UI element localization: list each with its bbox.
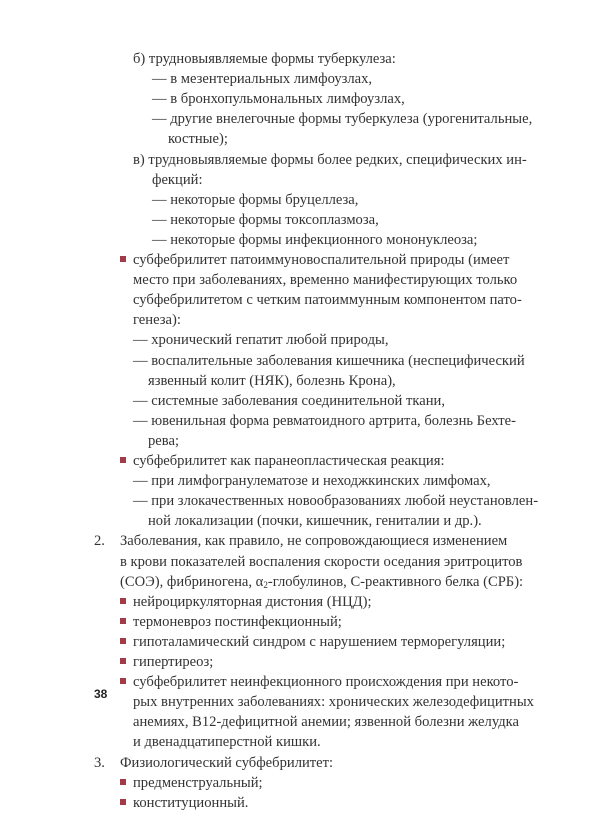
text-line: место при заболеваниях, временно манифестирующих только	[133, 272, 518, 289]
square-bullet-icon	[120, 256, 126, 262]
dash-line: — некоторые формы инфекционного мононуклеоза;	[152, 231, 478, 248]
dash-line: — некоторые формы токсоплазмоза,	[152, 211, 379, 228]
page-number: 38	[94, 687, 108, 701]
square-bullet-icon	[120, 799, 126, 805]
numbered-item: Заболевания, как правило, не сопровождающиеся изменением	[120, 533, 508, 550]
text-line: субфебрилитетом с четким патоиммунным компонентом пато-	[133, 292, 522, 309]
bullet-item: термоневроз постинфекционный;	[133, 613, 342, 630]
sub-item-v: в) трудновыявляемые формы более редких, специфических ин-	[133, 151, 527, 168]
text-line: в крови показателей воспаления скорости оседания эритроцитов	[120, 553, 523, 570]
dash-line: — некоторые формы бруцеллеза,	[152, 191, 359, 208]
dash-line: — воспалительные заболевания кишечника (неспецифический	[133, 352, 525, 369]
text-line: костные);	[168, 131, 228, 148]
square-bullet-icon	[120, 779, 126, 785]
dash-line: — ювенильная форма ревматоидного артрита, болезнь Бехте-	[133, 412, 516, 429]
dash-line: — другие внелегочные формы туберкулеза (урогенитальные,	[152, 111, 533, 128]
bullet-item: конституционный.	[133, 794, 249, 811]
text-line: фекций:	[152, 171, 203, 188]
text-line: рых внутренних заболеваниях: хронических железодефицитных	[133, 694, 534, 711]
bullet-item: гипоталамический синдром с нарушением терморегуляции;	[133, 633, 506, 650]
square-bullet-icon	[120, 457, 126, 463]
bullet-item: субфебрилитет патоиммуновоспалительной природы (имеет	[133, 252, 510, 268]
bullet-item: предменструальный;	[133, 774, 263, 791]
list-number: 3.	[94, 754, 105, 771]
text-line: генеза):	[133, 312, 181, 329]
dash-line: — при злокачественных новообразованиях любой неустановлен-	[133, 493, 539, 510]
text-line: язвенный колит (НЯК), болезнь Крона),	[148, 372, 396, 389]
dash-line: — хронический гепатит любой природы,	[133, 332, 389, 349]
bullet-item: субфебрилитет как паранеопластическая реакция:	[133, 453, 445, 469]
square-bullet-icon	[120, 678, 126, 684]
dash-line: — в бронхопульмональных лимфоузлах,	[152, 91, 405, 108]
square-bullet-icon	[120, 658, 126, 664]
text-line	[120, 571, 523, 593]
dash-line: — при лимфогранулематозе и неходжкинских лимфомах,	[133, 473, 491, 490]
text-line: ной локализации (почки, кишечник, гениталии и др.).	[148, 513, 482, 530]
square-bullet-icon	[120, 638, 126, 644]
bullet-item: гипертиреоз;	[133, 654, 214, 670]
bullet-item: нейроциркуляторная дистония (НЦД);	[133, 593, 372, 610]
square-bullet-icon	[120, 598, 126, 604]
dash-line: — системные заболевания соединительной ткани,	[133, 392, 445, 409]
text-line: и двенадцатиперстной кишки.	[133, 734, 321, 751]
sub-item-b: б) трудновыявляемые формы туберкулеза:	[133, 51, 396, 67]
list-number: 2.	[94, 533, 105, 550]
dash-line: — в мезентериальных лимфоузлах,	[152, 71, 373, 88]
text-part: -глобулинов, С-реактивного белка (СРБ):	[267, 573, 524, 590]
text-line: рева;	[148, 432, 180, 449]
bullet-item: субфебрилитет неинфекционного происхождения при некото-	[133, 674, 519, 691]
text-line: анемиях, В12-дефицитной анемии; язвенной болезни желудка	[133, 714, 519, 731]
text-part: (СОЭ), фибриногена, α	[120, 573, 264, 590]
subscript: 2	[263, 579, 268, 590]
numbered-item: Физиологический субфебрилитет:	[120, 754, 334, 771]
square-bullet-icon	[120, 618, 126, 624]
